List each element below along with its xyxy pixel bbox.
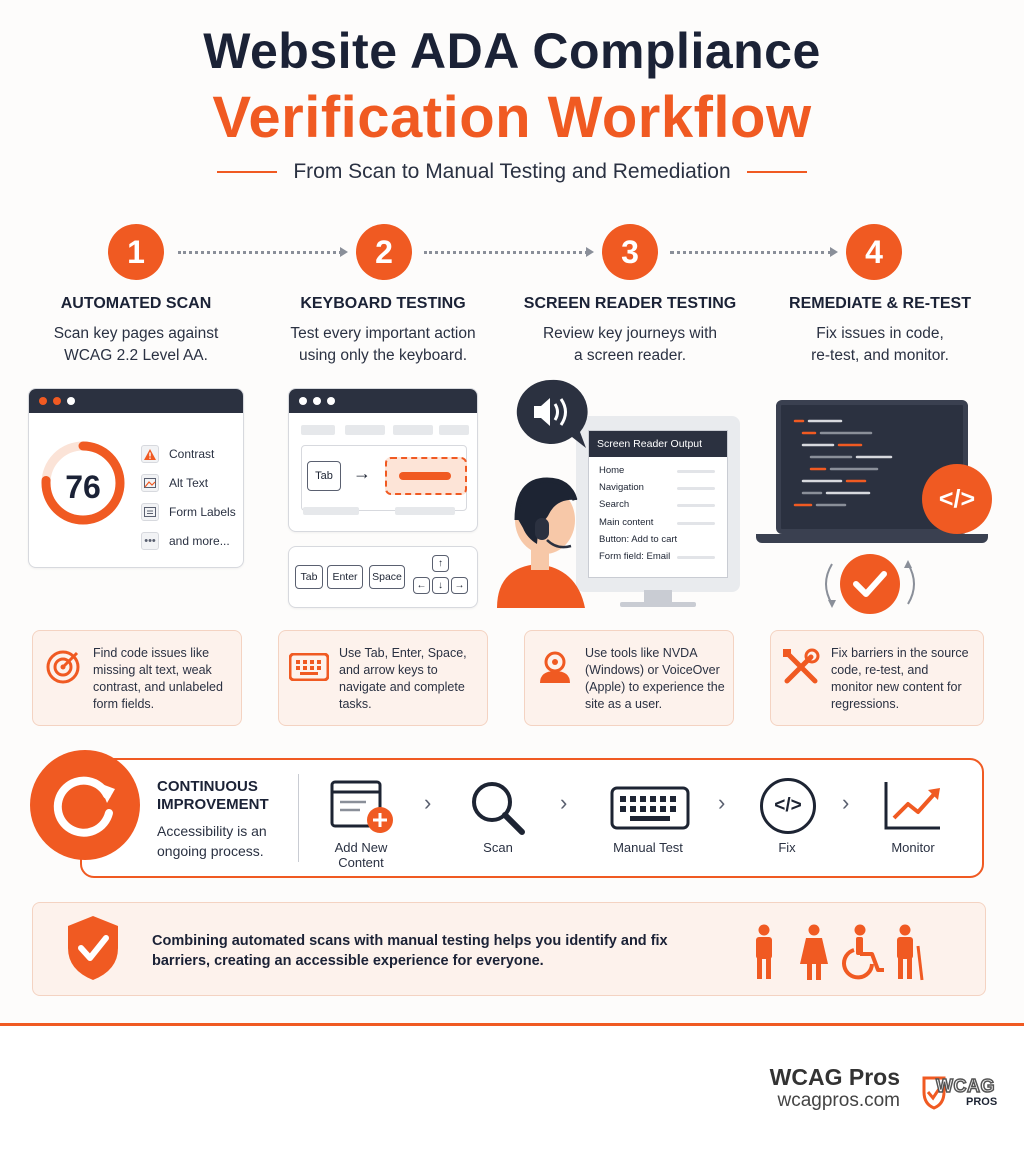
code-icon: </>	[760, 778, 816, 834]
sr-item: Button: Add to cart	[599, 534, 678, 545]
sr-item: Search	[599, 499, 630, 510]
info-card-keyboard: Use Tab, Enter, Space, and arrow keys to navigate and complete tasks.	[278, 630, 488, 726]
target-icon	[43, 647, 83, 687]
step-1-badge: 1	[108, 224, 164, 280]
key-down: ↓	[432, 577, 449, 594]
window-titlebar	[29, 389, 243, 413]
shield-check-icon	[64, 914, 122, 982]
info-card-scan: Find code issues like missing alt text, weak contrast, and unlabeled form fields.	[32, 630, 242, 726]
sr-item: Home	[599, 465, 625, 476]
step-1-description: Scan key pages against WCAG 2.2 Level AA.	[53, 325, 219, 364]
key-left: ←	[413, 577, 430, 594]
keyboard-window	[288, 388, 478, 532]
keyboard-keys	[288, 546, 478, 608]
person-headphones-icon	[497, 474, 587, 608]
key-space: Space	[369, 565, 405, 589]
issue-alt-text: Alt Text	[141, 474, 208, 492]
laptop-base	[756, 534, 988, 543]
step-connector-1	[178, 251, 342, 254]
tools-icon	[781, 647, 821, 687]
step-3-title: SCREEN READER TESTING	[523, 295, 737, 312]
keyboard-icon	[610, 786, 690, 832]
issue-contrast: Contrast	[141, 445, 214, 463]
key-tab: Tab	[295, 565, 323, 589]
info-card-remediate: Fix barriers in the source code, re-test, and monitor new content for regressions.	[770, 630, 984, 726]
sr-item: Form field: Email	[599, 551, 671, 562]
step-connector-3	[670, 251, 832, 254]
subtitle-rule-left	[217, 171, 277, 173]
subtitle-row	[0, 160, 1024, 184]
code-icon: </>	[922, 464, 992, 534]
key-up: ↑	[432, 555, 449, 572]
flow-step-add-content: Add New Content	[334, 840, 388, 870]
speaker-bubble-icon	[514, 378, 588, 450]
subtitle-rule-right	[747, 171, 807, 173]
warning-icon	[141, 445, 159, 463]
step-3-description: Review key journeys with a screen reader.	[542, 325, 717, 364]
step-3-badge: 3	[602, 224, 658, 280]
scan-window	[28, 388, 244, 568]
focused-button	[385, 457, 467, 495]
chevron-right-icon: ›	[842, 790, 850, 815]
tab-key: Tab	[307, 461, 341, 491]
flow-step-manual-test: Manual Test	[613, 840, 683, 855]
continuous-description: Accessibility is an ongoing process.	[157, 823, 267, 859]
retest-cycle	[818, 552, 922, 616]
step-1-title: AUTOMATED SCAN	[60, 295, 212, 312]
image-icon	[141, 474, 159, 492]
score-value: 76	[65, 469, 101, 505]
step-connector-2	[424, 251, 588, 254]
step-2-description: Test every important action using only the keyboard.	[290, 325, 476, 364]
wcag-pros-logo: WCAG PROS	[920, 1074, 1004, 1110]
flow-step-scan: Scan	[483, 840, 513, 855]
brand-url[interactable]: wcagpros.com	[777, 1090, 900, 1111]
flow-step-fix: Fix	[778, 840, 796, 855]
search-icon	[470, 780, 526, 836]
keyboard-icon	[289, 647, 329, 687]
continuous-title: CONTINUOUS IMPROVEMENT	[157, 778, 269, 813]
summary-text: Combining automated scans with manual testing helps you identify and fix barriers, creating an accessible experience for everyone.	[152, 933, 668, 969]
panel-header: Screen Reader Output	[589, 431, 727, 457]
form-icon	[141, 503, 159, 521]
chevron-right-icon: ›	[560, 790, 568, 815]
flow-step-monitor: Monitor	[891, 840, 935, 855]
add-content-icon	[330, 780, 394, 836]
issue-more: ••• and more...	[141, 532, 230, 550]
step-4-description: Fix issues in code, re-test, and monitor.	[811, 325, 949, 364]
page-title: Website ADA Compliance	[203, 23, 821, 79]
key-enter: Enter	[327, 565, 363, 589]
sr-item: Navigation	[599, 482, 644, 493]
step-4-badge: 4	[846, 224, 902, 280]
more-icon: •••	[141, 532, 159, 550]
step-2-badge: 2	[356, 224, 412, 280]
step-4-title: REMEDIATE & RE-TEST	[789, 295, 971, 312]
sr-item: Main content	[599, 517, 654, 528]
chevron-right-icon: ›	[424, 790, 432, 815]
info-card-screen-reader: Use tools like NVDA (Windows) or VoiceOver (Apple) to experience the site as a user.	[524, 630, 734, 726]
issue-form-labels: Form Labels	[141, 503, 236, 521]
key-right: →	[451, 577, 468, 594]
window-titlebar	[289, 389, 477, 413]
user-icon	[535, 647, 575, 687]
chevron-right-icon: ›	[718, 790, 726, 815]
screen-reader-output-panel	[588, 430, 728, 578]
divider	[298, 774, 299, 862]
subtitle: From Scan to Manual Testing and Remediation	[293, 160, 731, 183]
trend-chart-icon	[882, 778, 944, 834]
arrow-right-icon: →	[353, 463, 371, 483]
brand-name: WCAG Pros	[769, 1064, 900, 1090]
page-title-highlight: Verification Workflow	[212, 85, 812, 150]
people-icons	[748, 924, 938, 982]
step-2-title: KEYBOARD TESTING	[300, 295, 466, 312]
refresh-icon	[30, 750, 140, 860]
